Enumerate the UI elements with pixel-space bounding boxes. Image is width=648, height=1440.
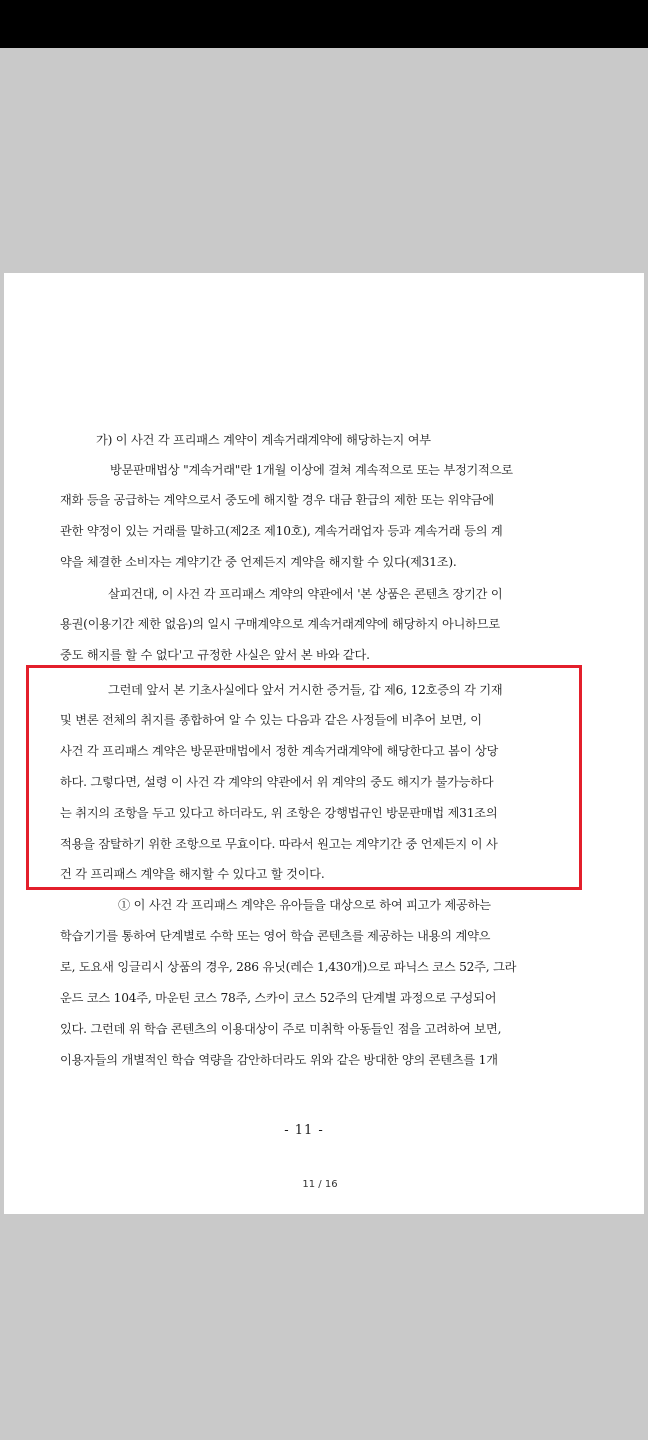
paragraph-line: ① 이 사건 각 프리패스 계약은 유아들을 대상으로 하여 피고가 제공하는	[118, 898, 491, 912]
page-number: - 11 -	[284, 1123, 324, 1138]
document-page	[4, 273, 644, 1214]
page-counter: 11 / 16	[302, 1179, 338, 1190]
paragraph-line: 학습기기를 통하여 단계별로 수학 또는 영어 학습 콘텐츠를 제공하는 내용의 계약으	[60, 929, 491, 943]
paragraph-line: 이용자들의 개별적인 학습 역량을 감안하더라도 위와 같은 방대한 양의 콘텐츠를 1개	[60, 1053, 498, 1067]
paragraph-line: 는 취지의 조항을 두고 있다고 하더라도, 위 조항은 강행법규인 방문판매법 제31조의	[60, 806, 498, 820]
paragraph-line: 적용을 잠탈하기 위한 조항으로 무효이다. 따라서 원고는 계약기간 중 언제든지 이 사	[60, 837, 498, 851]
status-bar	[0, 0, 648, 48]
paragraph-line: 운드 코스 104주, 마운틴 코스 78주, 스카이 코스 52주의 단계별 과정으로 구성되어	[60, 991, 497, 1005]
paragraph-line: 방문판매법상 "계속거래"란 1개월 이상에 걸쳐 계속적으로 또는 부정기적으로	[110, 463, 513, 477]
paragraph-line: 약을 체결한 소비자는 계약기간 중 언제든지 계약을 해지할 수 있다(제31조).	[60, 555, 457, 569]
paragraph-line: 건 각 프리패스 계약을 해지할 수 있다고 할 것이다.	[60, 867, 325, 881]
paragraph-line: 관한 약정이 있는 거래를 말하고(제2조 제10호), 계속거래업자 등과 계속거래 등의 계	[60, 524, 503, 538]
paragraph-line: 용권(이용기간 제한 없음)의 일시 구매계약으로 계속거래계약에 해당하지 아니하므로	[60, 617, 500, 631]
section-heading: 가) 이 사건 각 프리패스 계약이 계속거래계약에 해당하는지 여부	[96, 433, 431, 447]
paragraph-line: 그런데 앞서 본 기초사실에다 앞서 거시한 증거들, 갑 제6, 12호증의 각 기재	[108, 683, 503, 697]
paragraph-line: 중도 해지를 할 수 없다'고 규정한 사실은 앞서 본 바와 같다.	[60, 648, 370, 662]
paragraph-line: 사건 각 프리패스 계약은 방문판매법에서 정한 계속거래계약에 해당한다고 봄이 상당	[60, 744, 499, 758]
paragraph-line: 및 변론 전체의 취지를 종합하여 알 수 있는 다음과 같은 사정들에 비추어 보면, 이	[60, 713, 482, 727]
paragraph-line: 있다. 그런데 위 학습 콘텐츠의 이용대상이 주로 미취학 아동들인 점을 고려하여 보면,	[60, 1022, 502, 1036]
paragraph-line: 살피건대, 이 사건 각 프리패스 계약의 약관에서 '본 상품은 콘텐츠 장기간 이	[108, 587, 503, 601]
paragraph-line: 로, 도요새 잉글리시 상품의 경우, 286 유닛(레슨 1,430개)으로 파닉스 코스 52주, 그라	[60, 960, 517, 974]
paragraph-line: 하다. 그렇다면, 설령 이 사건 각 계약의 약관에서 위 계약의 중도 해지가 불가능하다	[60, 775, 494, 789]
paragraph-line: 재화 등을 공급하는 계약으로서 중도에 해지할 경우 대금 환급의 제한 또는 위약금에	[60, 493, 494, 507]
